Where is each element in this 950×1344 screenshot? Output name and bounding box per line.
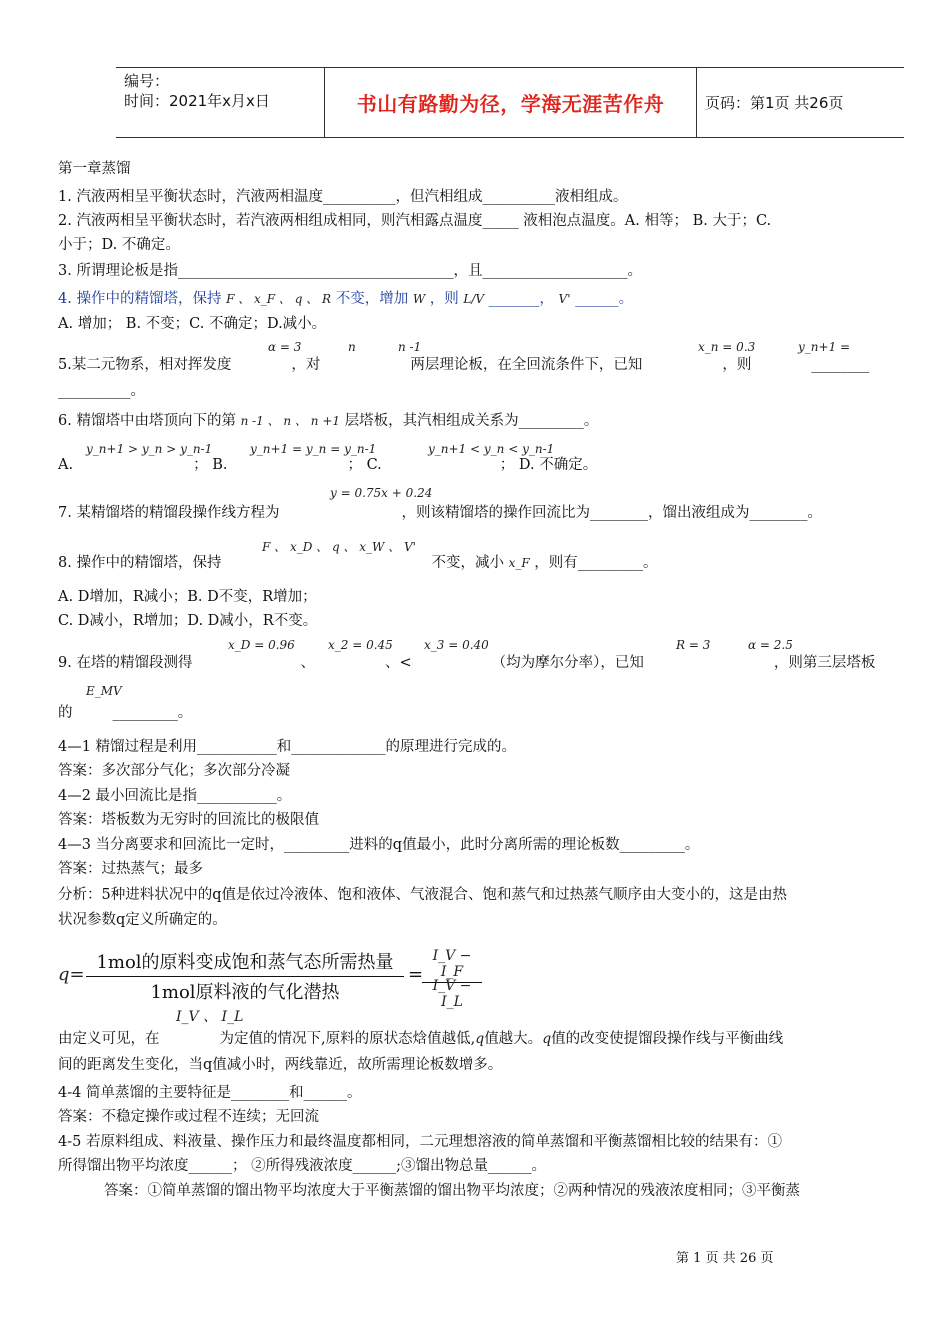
q4-5-question-1: 4-5 若原料组成、料液量、操作压力和最终温度都相同，二元理想溶液的简单蒸馏和平衡蒸馏相比较的结果有：① [58, 1134, 782, 1150]
q4-3-analysis-2: 状况参数q定义所确定的。 [58, 912, 227, 928]
question-6-options: A. ； B. ； C. ； D. 不确定。 [58, 457, 598, 473]
page-label: 页码：第1页 共26页 [705, 94, 844, 112]
page-footer: 第 1 页 共 26 页 [676, 1251, 774, 1266]
question-8-options-2: C. D减小，R增加；D. D减小，R不变。 [58, 613, 318, 629]
question-2-cont: 小于；D. 不确定。 [58, 237, 180, 253]
question-8: 8. 操作中的精馏塔，保持 不变，减小 x_F ，则有_________。 [58, 555, 658, 571]
q4-3-question: 4—3 当分离要求和回流比一定时，_________进料的q值最小，此时分离所需的理论板数_________。 [58, 837, 700, 853]
question-2: 2. 汽液两相呈平衡状态时，若汽液两相组成相同，则汽相露点温度_____ 液相泡点温度。A. 相等； B. 大于；C. [58, 213, 772, 229]
number-label: 编号： [124, 72, 170, 90]
q-definition-formula: q= 1mol的原料变成饱和蒸气态所需热量 1mol原料液的气化潜热 = I_V − I_F I_V − I_L [58, 948, 518, 1008]
question-5-cont: __________。 [58, 383, 145, 399]
q4-3-analysis-1: 分析：5种进料状况中的q值是依过冷液体、饱和液体、气液混合、饱和蒸气和过热蒸气顺序由大变小的，这是由热 [58, 887, 788, 903]
q4-4-question: 4-4 简单蒸馏的主要特征是________和______。 [58, 1085, 362, 1101]
q4-3-answer: 答案：过热蒸气；最多 [58, 861, 203, 877]
question-7: 7. 某精馏塔的精馏段操作线方程为 ，则该精馏塔的操作回流比为________，馏出液组成为________。 [58, 505, 822, 521]
question-4: 4. 操作中的精馏塔，保持 F 、 x_F 、 q 、 R 不变，增加 W ，则 L/V _______， V' ______。 [58, 291, 634, 307]
question-9: 9. 在塔的精馏段测得 、 、< （均为摩尔分率），已知 ，则第三层塔板 [58, 655, 876, 671]
question-9-cont: 的 _________。 [58, 705, 193, 721]
q4-5-question-2: 所得馏出物平均浓度______； ②所得残液浓度______;③馏出物总量______。 [58, 1158, 546, 1174]
page-header [116, 67, 904, 138]
question-4-options: A. 增加； B. 不变；C. 不确定；D.减小。 [58, 316, 327, 332]
motto: 书山有路勤为径，学海无涯苦作舟 [324, 68, 697, 137]
q4-5-answer: 答案：①简单蒸馏的馏出物平均浓度大于平衡蒸馏的馏出物平均浓度；②两种情况的残液浓度相同；③平衡蒸 [104, 1183, 800, 1199]
q4-2-question: 4—2 最小回流比是指___________。 [58, 788, 292, 804]
q4-vars: F 、 x_F 、 q 、 R [226, 292, 332, 306]
question-1: 1. 汽液两相呈平衡状态时，汽液两相温度__________，但汽相组成__________液相组成。 [58, 189, 628, 205]
question-6: 6. 精馏塔中由塔顶向下的第 n -1 、 n 、 n +1 层塔板，其汽相组成关系为_________。 [58, 413, 599, 429]
q4-3-analysis-4: 间的距离发生变化，当q值减小时，两线靠近，故所需理论板数增多。 [58, 1057, 503, 1073]
q4-1-question: 4—1 精馏过程是利用___________和_____________的原理进行完成的。 [58, 739, 517, 755]
header-left-cell [116, 68, 324, 137]
q4-1-answer: 答案：多次部分气化；多次部分冷凝 [58, 763, 290, 779]
q4-2-answer: 答案：塔板数为无穷时的回流比的极限值 [58, 812, 319, 828]
time-label: 时间：2021年x月x日 [124, 92, 270, 110]
q4-3-analysis-3: 由定义可见，在 为定值的情况下,原料的原状态焓值越低,q值越大。q值的改变使提馏段操作线与平衡曲线 [58, 1031, 784, 1047]
q4-4-answer: 答案：不稳定操作或过程不连续；无回流 [58, 1109, 319, 1125]
chapter-title: 第一章蒸馏 [58, 161, 131, 177]
question-5: 5.某二元物系，相对挥发度 ，对 两层理论板，在全回流条件下，已知 ，则 ________ [58, 357, 870, 373]
question-8-options-1: A. D增加，R减小；B. D不变，R增加； [58, 589, 317, 605]
question-3: 3. 所谓理论板是指______________________________________，且____________________。 [58, 263, 642, 279]
